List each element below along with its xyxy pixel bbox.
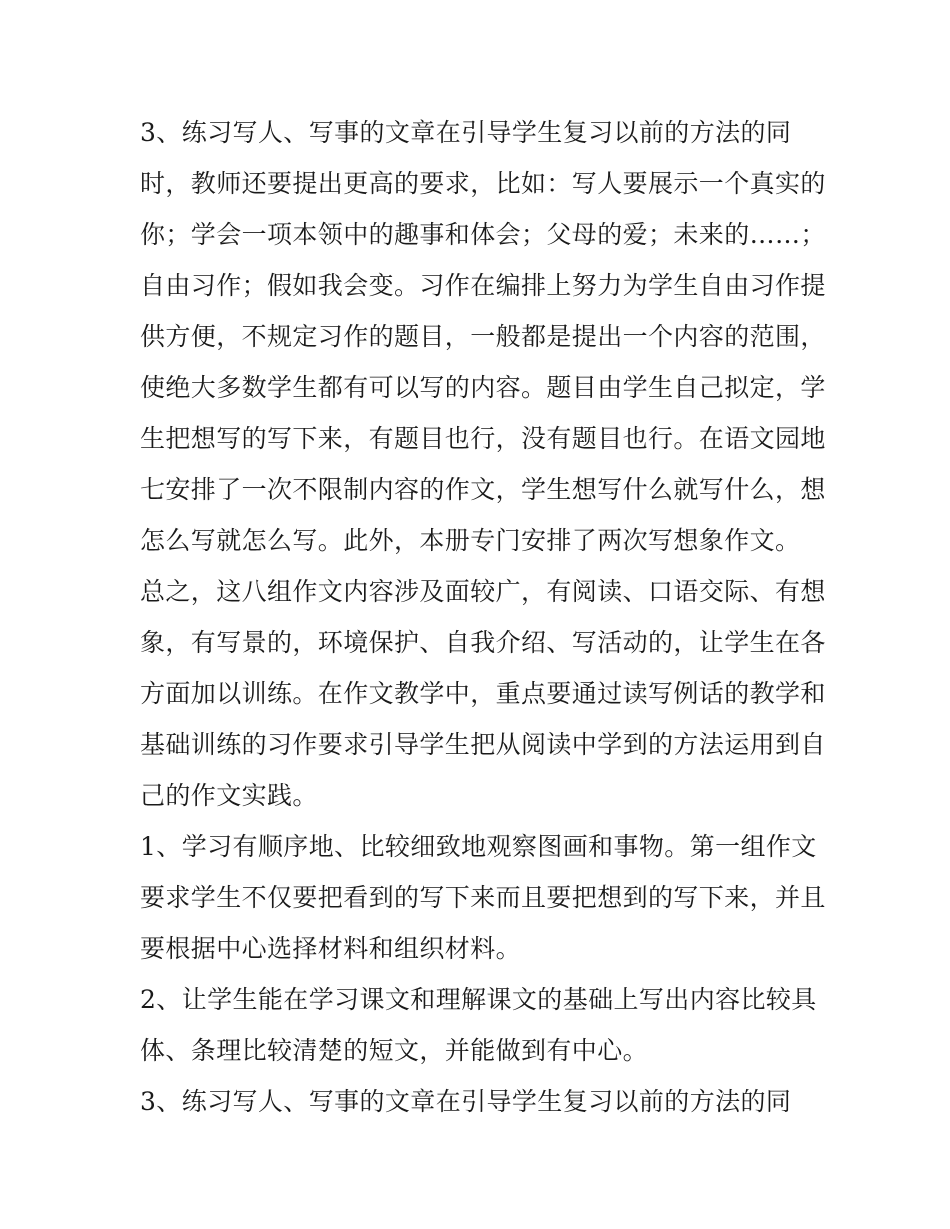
- text-line-13: 基础训练的习作要求引导学生把从阅读中学到的方法运用到自: [140, 730, 826, 759]
- text-line-11: 象，有写景的，环境保护、自我介绍、写活动的，让学生在各: [140, 628, 826, 657]
- text-line-14: 己的作文实践。: [140, 781, 318, 810]
- document-body: [140, 107, 826, 1127]
- text-line-9: 怎么写就怎么写。此外，本册专门安排了两次写想象作文。: [140, 526, 801, 555]
- text-line-15: 1、学习有顺序地、比较细致地观察图画和事物。第一组作文: [140, 832, 817, 861]
- text-line-3: 你；学会一项本领中的趣事和体会；父母的爱；未来的……；: [140, 220, 826, 249]
- text-line-18: 2、让学生能在学习课文和理解课文的基础上写出内容比较具: [140, 985, 817, 1014]
- text-line-17: 要根据中心选择材料和组织材料。: [140, 934, 522, 963]
- text-line-20: 3、练习写人、写事的文章在引导学生复习以前的方法的同: [140, 1087, 792, 1116]
- text-line-7: 生把想写的写下来，有题目也行，没有题目也行。在语文园地: [140, 424, 826, 453]
- text-line-6: 使绝大多数学生都有可以写的内容。题目由学生自己拟定，学: [140, 373, 826, 402]
- text-line-2: 时，教师还要提出更高的要求，比如：写人要展示一个真实的: [140, 169, 826, 198]
- text-line-5: 供方便，不规定习作的题目，一般都是提出一个内容的范围，: [140, 322, 826, 351]
- text-line-1: 3、练习写人、写事的文章在引导学生复习以前的方法的同: [140, 118, 792, 147]
- text-line-19: 体、条理比较清楚的短文，并能做到有中心。: [140, 1036, 649, 1065]
- text-line-4: 自由习作；假如我会变。习作在编排上努力为学生自由习作提: [140, 271, 826, 300]
- text-line-16: 要求学生不仅要把看到的写下来而且要把想到的写下来，并且: [140, 883, 826, 912]
- text-line-10: 总之，这八组作文内容涉及面较广，有阅读、口语交际、有想: [140, 577, 826, 606]
- text-line-12: 方面加以训练。在作文教学中，重点要通过读写例话的教学和: [140, 679, 826, 708]
- text-line-8: 七安排了一次不限制内容的作文，学生想写什么就写什么，想: [140, 475, 826, 504]
